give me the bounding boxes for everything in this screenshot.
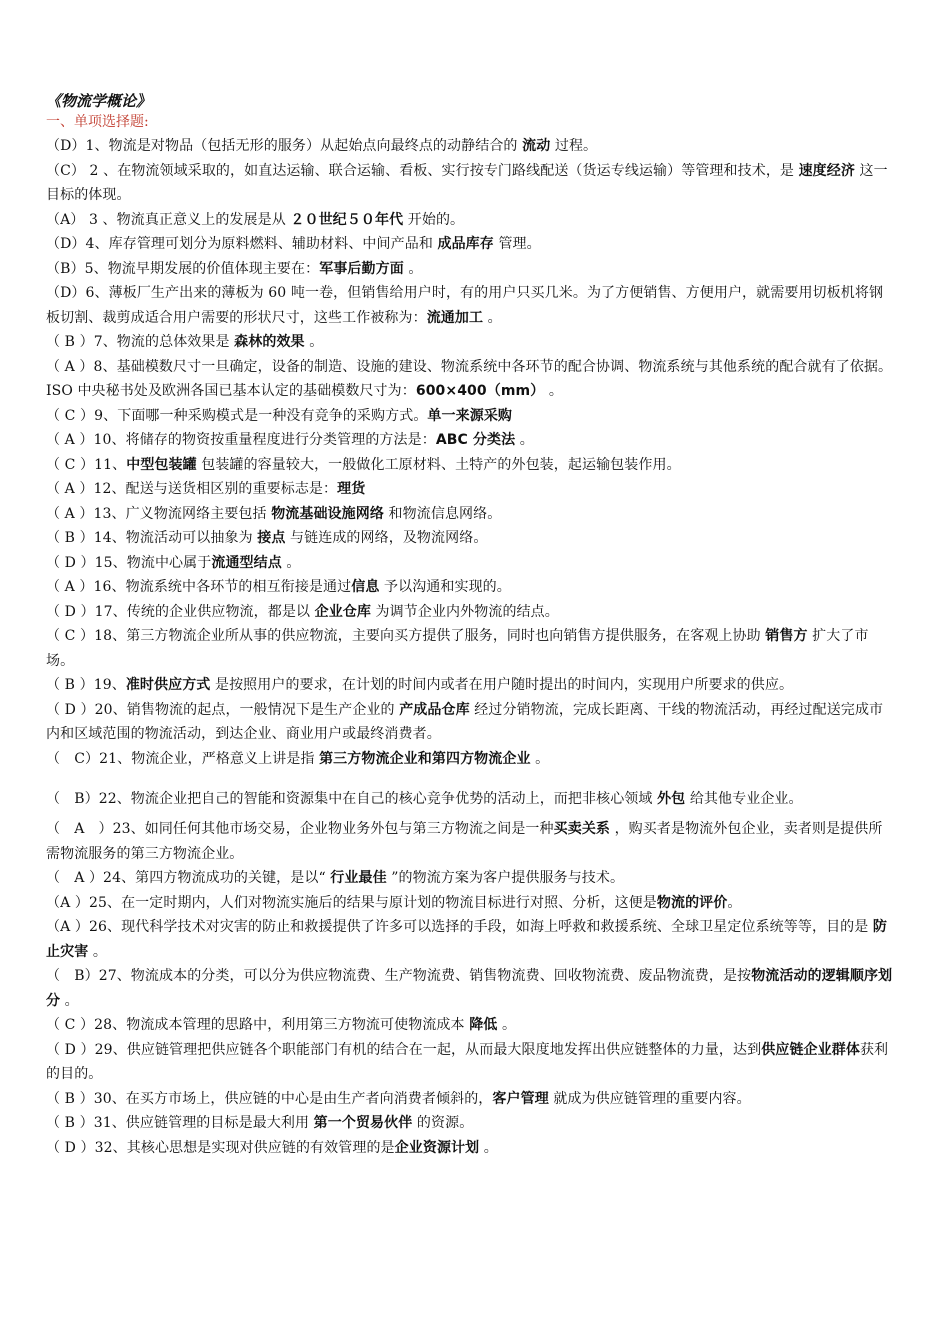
question-text-tail: 。 bbox=[483, 309, 502, 326]
answer-keyword: 降低 bbox=[469, 1017, 498, 1033]
question-text: （ B）27、物流成本的分类，可以分为供应物流费、生产物流费、销售物流费、回收物流费、废品物流费，是按 bbox=[46, 968, 752, 984]
document-title: 《物流学概论》 bbox=[46, 92, 152, 110]
question-item bbox=[46, 477, 894, 502]
answer-keyword: 接点 bbox=[257, 530, 286, 546]
question-item bbox=[46, 551, 894, 576]
question-text: （D）6、薄板厂生产出来的薄板为 60 吨一卷，但销售给用户时，有的用户只买几米。为了方便销售、方便用户，就需要用切板机将钢板切割、裁剪成适合用户需要的形状尺寸，这些工作被称为： bbox=[46, 285, 884, 326]
question-text: （ A ）13、广义物流网络主要包括 bbox=[46, 505, 272, 522]
answer-keyword: 防止灾害 bbox=[46, 919, 888, 960]
question-text-tail: 。 bbox=[88, 943, 107, 960]
question-item bbox=[46, 404, 894, 429]
question-text: （ D ）29、供应链管理把供应链各个职能部门有机的结合在一起，从而最大限度地发挥出供应链整体的力量，达到 bbox=[46, 1041, 762, 1058]
answer-keyword: 企业资源计划 bbox=[394, 1139, 480, 1156]
question-text: （ A ）24、第四方物流成功的关键，是以“ bbox=[46, 870, 331, 886]
question-text: （ B ）31、供应链管理的目标是最大利用 bbox=[46, 1115, 314, 1131]
question-text: （ A ）12、配送与送货相区别的重要标志是： bbox=[46, 481, 338, 497]
question-text: （A ）25、在一定时期内，人们对物流实施后的结果与原计划的物流目标进行对照、分析，这便是 bbox=[46, 894, 657, 911]
question-text: （ B ）14、物流活动可以抽象为 bbox=[46, 530, 258, 546]
question-item bbox=[46, 1038, 894, 1087]
answer-keyword: 企业仓库 bbox=[314, 603, 371, 620]
answer-keyword: 第一个贸易伙伴 bbox=[313, 1115, 413, 1131]
question-item bbox=[46, 575, 894, 600]
question-text-tail: 经过分销物流，完成长距离、干线的物流活动，再经过配送完成市内和区域范围的物流活动，到达企业、商业用户或最终消费者。 bbox=[46, 701, 884, 742]
question-text: （ A ）8、基础模数尺寸一旦确定，设备的制造、设施的建设、物流系统中各环节的配合协调、物流系统与其他系统的配合就有了依据。ISO 中央秘书处及欧洲各国已基本认定的基础模数尺寸为： bbox=[46, 358, 893, 399]
question-text: （ C）21、物流企业，严格意义上讲是指 bbox=[46, 750, 320, 767]
question-text-tail: 。 bbox=[515, 432, 534, 448]
answer-keyword: 物流基础设施网络 bbox=[271, 505, 384, 522]
question-text: （D）4、库存管理可划分为原料燃料、辅助材料、中间产品和 bbox=[46, 236, 438, 252]
question-text: （A） 3 、物流真正意义上的发展是从 bbox=[46, 211, 291, 228]
question-text-tail: 为调节企业内外物流的结点。 bbox=[371, 603, 559, 620]
question-item bbox=[46, 281, 894, 330]
question-item bbox=[46, 1087, 894, 1112]
question-text-tail: 。 bbox=[60, 992, 79, 1009]
question-text-tail: 。 bbox=[281, 554, 301, 571]
question-item bbox=[46, 866, 894, 891]
question-text-tail: 包装罐的容量较大，一般做化工原材料、土特产的外包装，起运输包装作用。 bbox=[196, 456, 681, 473]
answer-keyword: 流通型结点 bbox=[211, 554, 282, 571]
question-text-tail: ”的物流方案为客户提供服务与技术。 bbox=[386, 870, 625, 886]
answer-keyword: 中型包装罐 bbox=[126, 456, 197, 473]
question-text: （ C ）9、下面哪一种采购模式是一种没有竞争的采购方式。 bbox=[46, 407, 428, 424]
question-text-tail: 给其他专业企业。 bbox=[685, 791, 803, 807]
document-page bbox=[46, 90, 894, 1160]
question-text: （A ）26、现代科学技术对灾害的防止和救援提供了许多可以选择的手段，如海上呼救和救援系统、全球卫星定位系统等等，目的是 bbox=[46, 919, 873, 935]
question-text: （ B）22、物流企业把自己的智能和资源集中在自己的核心竞争优势的活动上，而把非核心领域 bbox=[46, 791, 658, 807]
question-item bbox=[46, 915, 894, 964]
answer-keyword: ABC 分类法 bbox=[435, 432, 516, 448]
answer-keyword: 产成品仓库 bbox=[399, 701, 470, 718]
question-item bbox=[46, 159, 894, 208]
question-text-tail: ，购买者是物流外包企业，卖者则是提供所需物流服务的第三方物流企业。 bbox=[46, 821, 883, 862]
question-text: （ C ）11、 bbox=[46, 456, 127, 473]
answer-keyword: 第三方物流企业和第四方物流企业 bbox=[319, 750, 531, 767]
question-item bbox=[46, 355, 894, 404]
question-text-tail: 获利的目的。 bbox=[46, 1041, 889, 1082]
question-item bbox=[46, 453, 894, 478]
question-text-tail: 扩大了市场。 bbox=[46, 628, 869, 669]
question-item bbox=[46, 817, 894, 866]
question-text-tail: 。 bbox=[304, 334, 324, 350]
answer-keyword: 买卖关系 bbox=[553, 821, 611, 837]
answer-keyword: 物流活动的逻辑顺序划分 bbox=[46, 968, 893, 1009]
section-heading: 一、单项选择题: bbox=[46, 114, 149, 130]
question-text: （ B ）19、 bbox=[46, 677, 126, 693]
answer-keyword: 流通加工 bbox=[426, 309, 484, 326]
question-item bbox=[46, 747, 894, 772]
question-item bbox=[46, 781, 894, 817]
answer-keyword: ２０世纪５０年代 bbox=[290, 211, 404, 228]
answer-keyword: 流动 bbox=[522, 138, 551, 154]
question-item bbox=[46, 526, 894, 551]
question-text-tail: 。 bbox=[727, 894, 742, 911]
question-text: （ C ）18、第三方物流企业所从事的供应物流，主要向买方提供了服务，同时也向销售方提供服务，在客观上协助 bbox=[46, 628, 766, 644]
question-item bbox=[46, 964, 894, 1013]
question-text-tail: 和物流信息网络。 bbox=[384, 505, 502, 522]
question-text: （B）5、物流早期发展的价值体现主要在： bbox=[46, 260, 320, 277]
question-text: （C） 2 、在物流领域采取的，如直达运输、联合运输、看板、实行按专门路线配送（货运专线运输）等管理和技术，是 bbox=[46, 162, 799, 179]
answer-keyword: 600×400（mm） bbox=[415, 383, 545, 399]
question-item bbox=[46, 257, 894, 282]
question-item bbox=[46, 502, 894, 527]
question-text: （ A ）10、将储存的物资按重量程度进行分类管理的方法是： bbox=[46, 432, 436, 448]
question-text-tail: 这一目标的体现。 bbox=[46, 162, 888, 203]
question-item bbox=[46, 624, 894, 673]
question-text-tail: 过程。 bbox=[550, 138, 598, 154]
question-item bbox=[46, 208, 894, 233]
question-item bbox=[46, 134, 894, 159]
answer-keyword: 行业最佳 bbox=[330, 870, 387, 886]
question-text-tail: 就成为供应链管理的重要内容。 bbox=[548, 1090, 751, 1107]
answer-keyword: 供应链企业群体 bbox=[761, 1041, 860, 1058]
question-text: （ D ）15、物流中心属于 bbox=[46, 554, 212, 571]
question-text: （ A ）23、如同任何其他市场交易，企业物业务外包与第三方物流之间是一种 bbox=[46, 821, 554, 837]
answer-keyword: 销售方 bbox=[765, 628, 808, 644]
question-text-tail: 。 bbox=[530, 750, 550, 767]
answer-keyword: 物流的评价 bbox=[656, 894, 728, 911]
answer-keyword: 准时供应方式 bbox=[125, 677, 211, 693]
answer-keyword: 信息 bbox=[351, 579, 380, 595]
question-list bbox=[46, 134, 894, 1160]
question-item bbox=[46, 600, 894, 625]
question-text-tail: 是按照用户的要求，在计划的时间内或者在用户随时提出的时间内，实现用户所要求的供应。 bbox=[210, 677, 794, 693]
question-text: （D）1、物流是对物品（包括无形的服务）从起始点向最终点的动静结合的 bbox=[46, 138, 523, 154]
question-item bbox=[46, 1013, 894, 1038]
question-text-tail: 管理。 bbox=[493, 236, 541, 252]
answer-keyword: 单一来源采购 bbox=[427, 407, 513, 424]
question-text: （ D ）32、其核心思想是实现对供应链的有效管理的是 bbox=[46, 1139, 395, 1156]
answer-keyword: 理货 bbox=[337, 481, 366, 497]
question-item bbox=[46, 330, 894, 355]
question-item bbox=[46, 698, 894, 747]
question-text-tail: 开始的。 bbox=[403, 211, 465, 228]
answer-keyword: 外包 bbox=[657, 791, 686, 807]
question-item bbox=[46, 232, 894, 257]
answer-keyword: 速度经济 bbox=[798, 162, 855, 179]
question-text-tail: 。 bbox=[403, 260, 423, 277]
question-text: （ D ）20、销售物流的起点，一般情况下是生产企业的 bbox=[46, 701, 400, 718]
question-text-tail: 。 bbox=[497, 1017, 517, 1033]
question-item bbox=[46, 891, 894, 916]
answer-keyword: 客户管理 bbox=[492, 1090, 549, 1107]
question-text: （ A ）16、物流系统中各环节的相互衔接是通过 bbox=[46, 579, 352, 595]
question-item bbox=[46, 1136, 894, 1161]
question-text-tail: 与链连成的网络，及物流网络。 bbox=[285, 530, 488, 546]
question-text: （ D ）17、传统的企业供应物流，都是以 bbox=[46, 603, 315, 620]
question-item bbox=[46, 428, 894, 453]
question-item bbox=[46, 673, 894, 698]
answer-keyword: 森林的效果 bbox=[234, 334, 305, 350]
question-text-tail: 。 bbox=[544, 383, 563, 399]
question-text-tail: 予以沟通和实现的。 bbox=[379, 579, 511, 595]
question-text: （ B ）7、物流的总体效果是 bbox=[46, 334, 235, 350]
question-text: （ C ）28、物流成本管理的思路中，利用第三方物流可使物流成本 bbox=[46, 1017, 470, 1033]
question-text-tail: 的资源。 bbox=[412, 1115, 474, 1131]
question-text-tail: 。 bbox=[479, 1139, 498, 1156]
question-text: （ B ）30、在买方市场上，供应链的中心是由生产者向消费者倾斜的， bbox=[46, 1090, 493, 1107]
answer-keyword: 军事后勤方面 bbox=[319, 260, 404, 277]
question-item bbox=[46, 1111, 894, 1136]
answer-keyword: 成品库存 bbox=[437, 236, 494, 252]
